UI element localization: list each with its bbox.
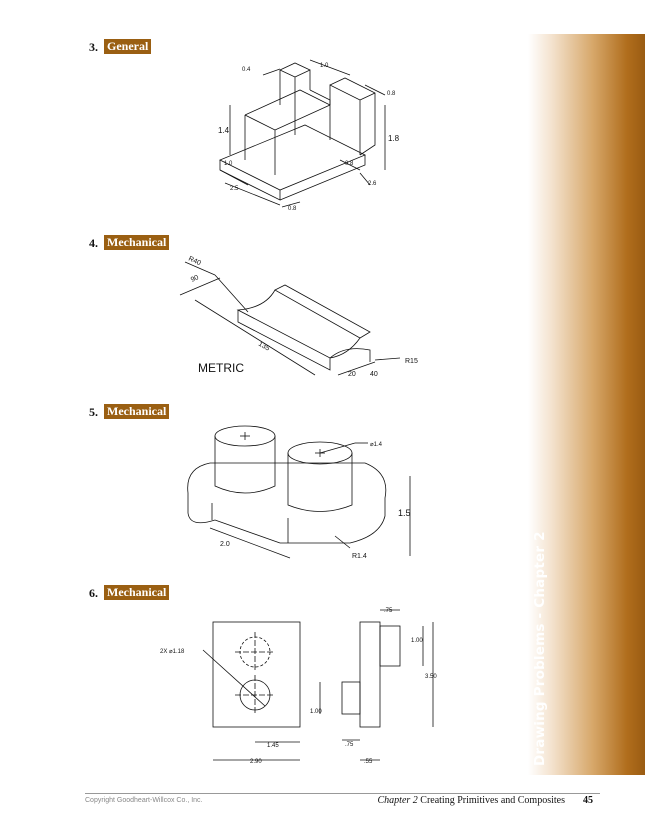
problem-6-category: Mechanical — [104, 585, 169, 600]
sidebar-title: Drawing Problems - Chapter 2 — [532, 531, 548, 766]
p5-base-left — [188, 463, 215, 523]
chapter-line — [339, 795, 565, 806]
p4-dim-line — [180, 278, 220, 295]
p3-dim-line — [310, 60, 350, 75]
p5-base-outline — [210, 463, 386, 543]
p5-dim-text: 2.0 — [220, 541, 230, 548]
p3-dim-text: 2.6 — [368, 181, 377, 187]
problem-5-category: Mechanical — [104, 404, 169, 419]
p3-edge — [310, 90, 330, 105]
p4-dim-line — [215, 275, 248, 312]
p4-dim-line — [375, 358, 400, 360]
p4-dim-text: 135 — [257, 340, 271, 353]
problem-5-number: 5. — [89, 405, 98, 419]
p3-base-top — [220, 125, 365, 190]
p6-front-view — [213, 622, 300, 727]
p6-side-top-boss — [380, 626, 400, 666]
p3-dim-line — [263, 69, 280, 75]
p4-metric-note: METRIC — [198, 361, 244, 375]
p5-dim-line — [320, 443, 355, 453]
problem-3-drawing — [200, 45, 430, 215]
p5-dim-text: 1.5 — [398, 508, 411, 518]
p5-base-edge — [215, 520, 280, 543]
p3-dim-text: 0.8 — [387, 91, 396, 97]
p3-dim-text: 0.4 — [242, 67, 251, 73]
p6-dim-text: .75 — [345, 742, 354, 748]
p5-dim-text: R1.4 — [352, 553, 367, 560]
p3-right-wall — [330, 78, 375, 155]
p3-tower — [280, 63, 310, 135]
p6-side-boss — [342, 682, 360, 714]
p3-edge — [275, 105, 330, 140]
p6-dim-text: 1.45 — [267, 743, 279, 749]
p6-dim-text: 2.90 — [250, 759, 262, 765]
p6-leader — [203, 650, 265, 706]
p3-edge — [245, 115, 275, 175]
p5-cyl-left-side — [215, 436, 275, 493]
p6-dim-text: .55 — [364, 759, 373, 765]
p3-dim-text: 1.0 — [320, 63, 329, 69]
p4-front — [238, 310, 330, 370]
p4-top-edge — [275, 285, 370, 338]
p3-dim-text: 1.4 — [218, 126, 230, 135]
problem-4-number: 4. — [89, 236, 98, 250]
p6-dim-text: 1.00 — [411, 638, 423, 644]
page-number: 45 — [583, 795, 593, 806]
problem-5-drawing — [180, 418, 440, 568]
problem-3-number: 3. — [89, 40, 98, 54]
p6-dim-text: .75 — [384, 608, 393, 614]
footer-rule — [85, 793, 600, 794]
chapter-title: Creating Primitives and Composites — [420, 795, 565, 806]
p4-dim-text: R15 — [405, 358, 418, 365]
p6-dim-text: 3.50 — [425, 674, 437, 680]
p3-dim-text: 1.0 — [224, 161, 233, 167]
p4-dim-text: 20 — [348, 371, 356, 378]
problem-6-number: 6. — [89, 586, 98, 600]
p3-dim-text: 1.8 — [388, 134, 400, 143]
copyright-text: Copyright Goodheart-Willcox Co., Inc. — [85, 797, 203, 804]
p6-side-plate — [360, 622, 380, 727]
p4-dim-text: 90 — [189, 274, 200, 284]
p4-dim-text: 40 — [370, 371, 378, 378]
p5-dim-line — [335, 536, 350, 548]
chapter-label: Chapter 2 — [377, 795, 418, 806]
problem-6-drawing — [155, 600, 455, 770]
p4-end — [330, 349, 370, 362]
p5-dim-text: ⌀1.4 — [370, 442, 382, 448]
p4-dim-text: R40 — [187, 255, 202, 268]
problem-4-category: Mechanical — [104, 235, 169, 250]
problem-4-drawing — [170, 250, 440, 390]
p4-slot-face — [238, 290, 360, 358]
p6-dim-text: 2X ⌀1.18 — [160, 649, 185, 655]
p3-dim-text: 2.5 — [230, 186, 239, 192]
p6-dim-text: 1.00 — [310, 709, 322, 715]
p5-cyl-right-side — [288, 453, 352, 512]
p3-dim-text: 0.8 — [345, 161, 354, 167]
p3-dim-text: 0.8 — [288, 206, 297, 212]
problem-3-category: General — [104, 39, 151, 54]
